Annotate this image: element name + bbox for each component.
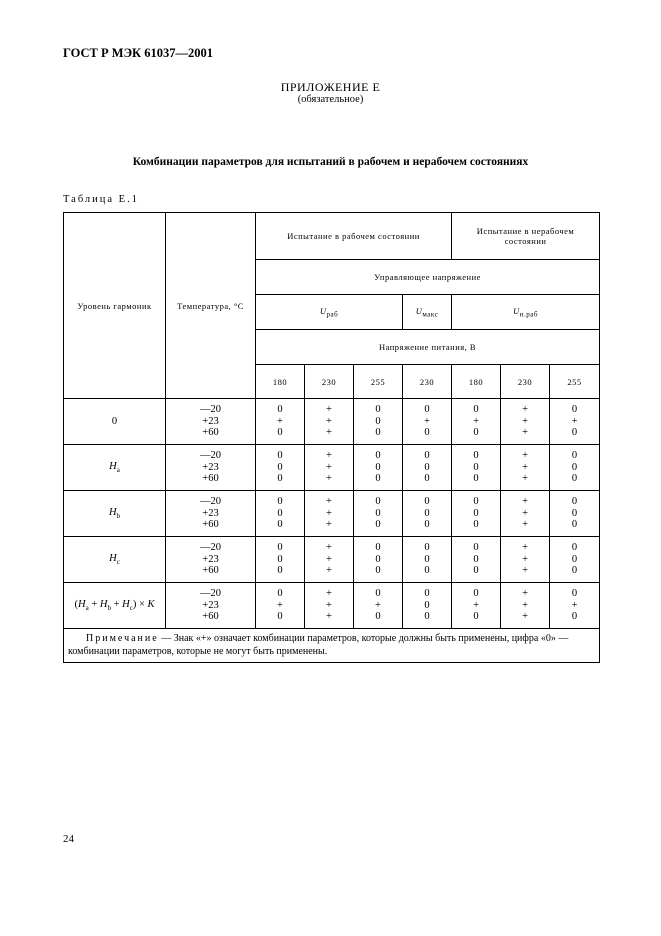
appendix-title: ПРИЛОЖЕНИЕ Е — [280, 80, 381, 94]
temperature-value: +23 — [202, 507, 219, 519]
table-row — [64, 445, 600, 491]
temperature-value: +60 — [202, 427, 219, 438]
value-mark: 0 — [277, 507, 283, 519]
value-mark: 0 — [571, 496, 578, 507]
value-mark: 0 — [473, 519, 479, 530]
value-cell — [550, 583, 600, 629]
value-mark: 0 — [424, 553, 430, 565]
table-body — [64, 399, 600, 629]
voltage-header: 255 — [550, 365, 600, 399]
value-mark: 0 — [375, 427, 381, 438]
table-caption: Таблица Е.1 — [63, 194, 139, 205]
value-cell — [403, 445, 452, 491]
value-cell — [452, 445, 501, 491]
value-mark: 0 — [424, 461, 430, 473]
harmonic-level-cell — [64, 491, 166, 537]
value-mark: 0 — [424, 404, 430, 415]
temperature-value: —20 — [200, 450, 221, 461]
formula-sub: b — [107, 604, 111, 613]
value-cell — [256, 399, 305, 445]
formula-k: K — [147, 598, 155, 610]
value-mark: + — [326, 588, 332, 599]
value-mark: + — [326, 611, 332, 622]
table-header — [64, 213, 600, 399]
temperature-value: +60 — [202, 519, 219, 530]
value-mark: 0 — [277, 496, 283, 507]
voltage-header: 255 — [354, 365, 403, 399]
value-mark: 0 — [375, 519, 381, 530]
value-mark: + — [522, 553, 528, 565]
harmonic-subscript: c — [116, 558, 120, 567]
value-mark: + — [326, 599, 332, 611]
harmonic-symbol: H — [109, 552, 117, 564]
voltage-header: 230 — [501, 365, 550, 399]
harmonic-level-cell — [64, 399, 166, 445]
value-mark: 0 — [473, 496, 479, 507]
value-cell — [354, 583, 403, 629]
value-mark: + — [522, 599, 528, 611]
harmonic-symbol: H — [108, 506, 117, 518]
value-mark: 0 — [375, 450, 381, 461]
value-mark: + — [326, 404, 332, 415]
parameters-table — [63, 212, 600, 663]
value-cell — [305, 399, 354, 445]
value-mark: 0 — [277, 473, 283, 484]
value-mark: + — [571, 599, 578, 611]
value-cell — [354, 399, 403, 445]
value-mark: 0 — [473, 450, 479, 461]
harmonic-level-cell — [64, 445, 166, 491]
value-mark: 0 — [473, 553, 479, 565]
column-header-temperature: Температура, °С — [166, 213, 256, 399]
harmonic-subscript: b — [116, 512, 121, 521]
value-mark: 0 — [473, 611, 479, 622]
value-mark: 0 — [571, 553, 578, 565]
value-mark: + — [522, 461, 528, 473]
appendix-subtitle: (обязательное) — [297, 94, 364, 105]
value-mark: 0 — [375, 496, 381, 507]
value-mark: 0 — [473, 473, 479, 484]
temperature-cell — [166, 399, 256, 445]
value-mark: 0 — [424, 450, 430, 461]
value-cell — [501, 537, 550, 583]
formula-sub: a — [85, 604, 89, 613]
value-mark: 0 — [277, 519, 283, 530]
value-mark: + — [522, 415, 528, 427]
value-cell — [305, 537, 354, 583]
formula-open: ( — [74, 598, 78, 610]
value-mark: + — [424, 415, 430, 427]
value-mark: 0 — [277, 611, 283, 622]
u-maks-header: $U_{макс}$ — [403, 295, 452, 330]
value-mark: + — [522, 542, 528, 553]
harmonic-level-cell — [64, 537, 166, 583]
value-mark: 0 — [571, 611, 578, 622]
value-mark: 0 — [277, 588, 283, 599]
temperature-value: +23 — [202, 415, 219, 427]
value-mark: + — [522, 496, 528, 507]
value-mark: 0 — [277, 553, 283, 565]
temperature-value: —20 — [200, 496, 221, 507]
value-mark: 0 — [375, 404, 381, 415]
value-mark: 0 — [375, 461, 381, 473]
value-mark: 0 — [277, 427, 283, 438]
value-mark: 0 — [424, 599, 430, 611]
value-mark: 0 — [424, 611, 430, 622]
value-mark: 0 — [375, 611, 381, 622]
value-mark: 0 — [473, 427, 479, 438]
value-mark: + — [326, 542, 332, 553]
value-mark: + — [522, 404, 528, 415]
value-mark: + — [326, 507, 332, 519]
table-row — [64, 399, 600, 445]
voltage-header: 230 — [403, 365, 452, 399]
value-mark: + — [522, 565, 528, 576]
value-mark: 0 — [473, 404, 479, 415]
harmonic-subscript: a — [116, 466, 120, 475]
value-cell — [256, 491, 305, 537]
value-mark: + — [326, 565, 332, 576]
value-mark: 0 — [424, 507, 430, 519]
table-note — [64, 629, 600, 663]
value-cell — [550, 445, 600, 491]
temperature-value: +60 — [202, 611, 219, 622]
value-cell — [452, 399, 501, 445]
value-mark: + — [473, 599, 479, 611]
value-mark: 0 — [424, 496, 430, 507]
value-mark: + — [473, 415, 479, 427]
value-mark: + — [522, 588, 528, 599]
value-mark: 0 — [571, 519, 578, 530]
temperature-value: —20 — [200, 404, 221, 415]
control-voltage-header: Управляющее напряжение — [256, 260, 600, 295]
section-heading: Комбинации параметров для испытаний в рабочем и нерабочем состояниях — [132, 156, 529, 168]
value-mark: 0 — [277, 542, 283, 553]
value-mark: + — [326, 519, 332, 530]
value-mark: 0 — [473, 542, 479, 553]
value-mark: + — [326, 427, 332, 438]
value-cell — [354, 537, 403, 583]
value-mark: 0 — [277, 565, 283, 576]
value-mark: 0 — [571, 450, 578, 461]
value-mark: 0 — [571, 461, 578, 473]
value-mark: 0 — [424, 473, 430, 484]
value-cell — [403, 491, 452, 537]
temperature-value: +23 — [202, 461, 219, 473]
value-mark: + — [522, 473, 528, 484]
value-cell — [550, 491, 600, 537]
value-mark: + — [375, 599, 381, 611]
value-cell — [354, 445, 403, 491]
harmonic-symbol: H — [109, 460, 117, 472]
temperature-value: +60 — [202, 565, 219, 576]
value-mark: + — [522, 450, 528, 461]
formula-h: H — [77, 598, 86, 610]
temperature-value: —20 — [200, 542, 221, 553]
value-mark: + — [326, 415, 332, 427]
temperature-value: —20 — [200, 588, 221, 599]
value-cell — [403, 583, 452, 629]
value-mark: 0 — [571, 427, 578, 438]
value-mark: + — [326, 473, 332, 484]
temperature-cell — [166, 583, 256, 629]
value-cell — [305, 491, 354, 537]
value-mark: + — [326, 461, 332, 473]
temperature-value: +23 — [202, 599, 219, 611]
value-mark: 0 — [375, 507, 381, 519]
temperature-value: +60 — [202, 473, 219, 484]
value-mark: + — [326, 553, 332, 565]
value-mark: + — [522, 611, 528, 622]
value-mark: 0 — [424, 588, 430, 599]
table-footer — [64, 629, 600, 663]
u-rab-header: $U_{раб}$ — [256, 295, 403, 330]
value-mark: 0 — [571, 565, 578, 576]
value-cell — [452, 537, 501, 583]
value-mark: 0 — [571, 404, 578, 415]
value-mark: 0 — [424, 427, 430, 438]
temperature-cell — [166, 491, 256, 537]
value-cell — [403, 399, 452, 445]
formula-h: H — [99, 598, 108, 610]
value-mark: 0 — [375, 415, 381, 427]
u-nrab-header: $U_{н.раб}$ — [452, 295, 600, 330]
value-mark: + — [326, 496, 332, 507]
value-cell — [550, 537, 600, 583]
voltage-header: 180 — [452, 365, 501, 399]
value-mark: 0 — [424, 519, 430, 530]
value-mark: + — [277, 599, 283, 611]
table-row — [64, 537, 600, 583]
value-cell — [452, 583, 501, 629]
group-header-working: Испытание в рабочем состоянии — [256, 213, 452, 260]
formula-plus: + — [110, 598, 123, 610]
column-header-level: Уровень гармоник — [64, 213, 166, 399]
value-mark: 0 — [571, 507, 578, 519]
value-mark: + — [326, 450, 332, 461]
value-mark: 0 — [424, 542, 430, 553]
value-mark: 0 — [473, 565, 479, 576]
formula-close: ) × — [132, 598, 148, 610]
value-cell — [354, 491, 403, 537]
note-label: Примечание — [86, 633, 159, 644]
supply-voltage-header: Напряжение питания, В — [256, 330, 600, 365]
table-row — [64, 491, 600, 537]
voltage-header: 180 — [256, 365, 305, 399]
value-mark: 0 — [375, 473, 381, 484]
value-mark: 0 — [473, 461, 479, 473]
value-mark: + — [571, 415, 578, 427]
value-cell — [305, 445, 354, 491]
temperature-cell — [166, 537, 256, 583]
value-mark: + — [522, 427, 528, 438]
value-cell — [501, 491, 550, 537]
harmonic-level: 0 — [111, 416, 118, 427]
value-mark: 0 — [473, 588, 479, 599]
page-number: 24 — [63, 833, 74, 845]
value-cell — [452, 491, 501, 537]
value-mark: + — [277, 415, 283, 427]
value-mark: 0 — [571, 473, 578, 484]
value-mark: 0 — [473, 507, 479, 519]
temperature-value: +23 — [202, 553, 219, 565]
value-cell — [501, 445, 550, 491]
value-cell — [550, 399, 600, 445]
value-mark: + — [522, 519, 528, 530]
value-mark: 0 — [375, 565, 381, 576]
temperature-cell — [166, 445, 256, 491]
value-cell — [501, 583, 550, 629]
value-mark: 0 — [571, 588, 578, 599]
value-cell — [256, 537, 305, 583]
group-header-nonworking: Испытание в нерабочем состоянии — [452, 213, 600, 260]
formula-sub: c — [129, 604, 133, 613]
value-mark: 0 — [375, 553, 381, 565]
harmonic-level-cell — [64, 583, 166, 629]
formula-plus: + — [88, 598, 100, 610]
value-mark: 0 — [424, 565, 430, 576]
value-mark: + — [522, 507, 528, 519]
value-mark: 0 — [277, 404, 283, 415]
document-id: ГОСТ Р МЭК 61037—2001 — [63, 46, 213, 60]
table-row — [64, 583, 600, 629]
value-cell — [256, 445, 305, 491]
formula-h: H — [122, 598, 130, 610]
voltage-header: 230 — [305, 365, 354, 399]
value-mark: 0 — [571, 542, 578, 553]
value-mark: 0 — [277, 461, 283, 473]
value-cell — [256, 583, 305, 629]
value-cell — [305, 583, 354, 629]
value-cell — [403, 537, 452, 583]
note-text: — Знак «+» означает комбинации параметров, которые должны быть применены, цифра «0» — комбинации параметров, которые не могут быть применены. — [68, 633, 569, 657]
value-mark: 0 — [277, 450, 283, 461]
value-mark: 0 — [375, 542, 381, 553]
value-mark: 0 — [375, 588, 381, 599]
value-cell — [501, 399, 550, 445]
